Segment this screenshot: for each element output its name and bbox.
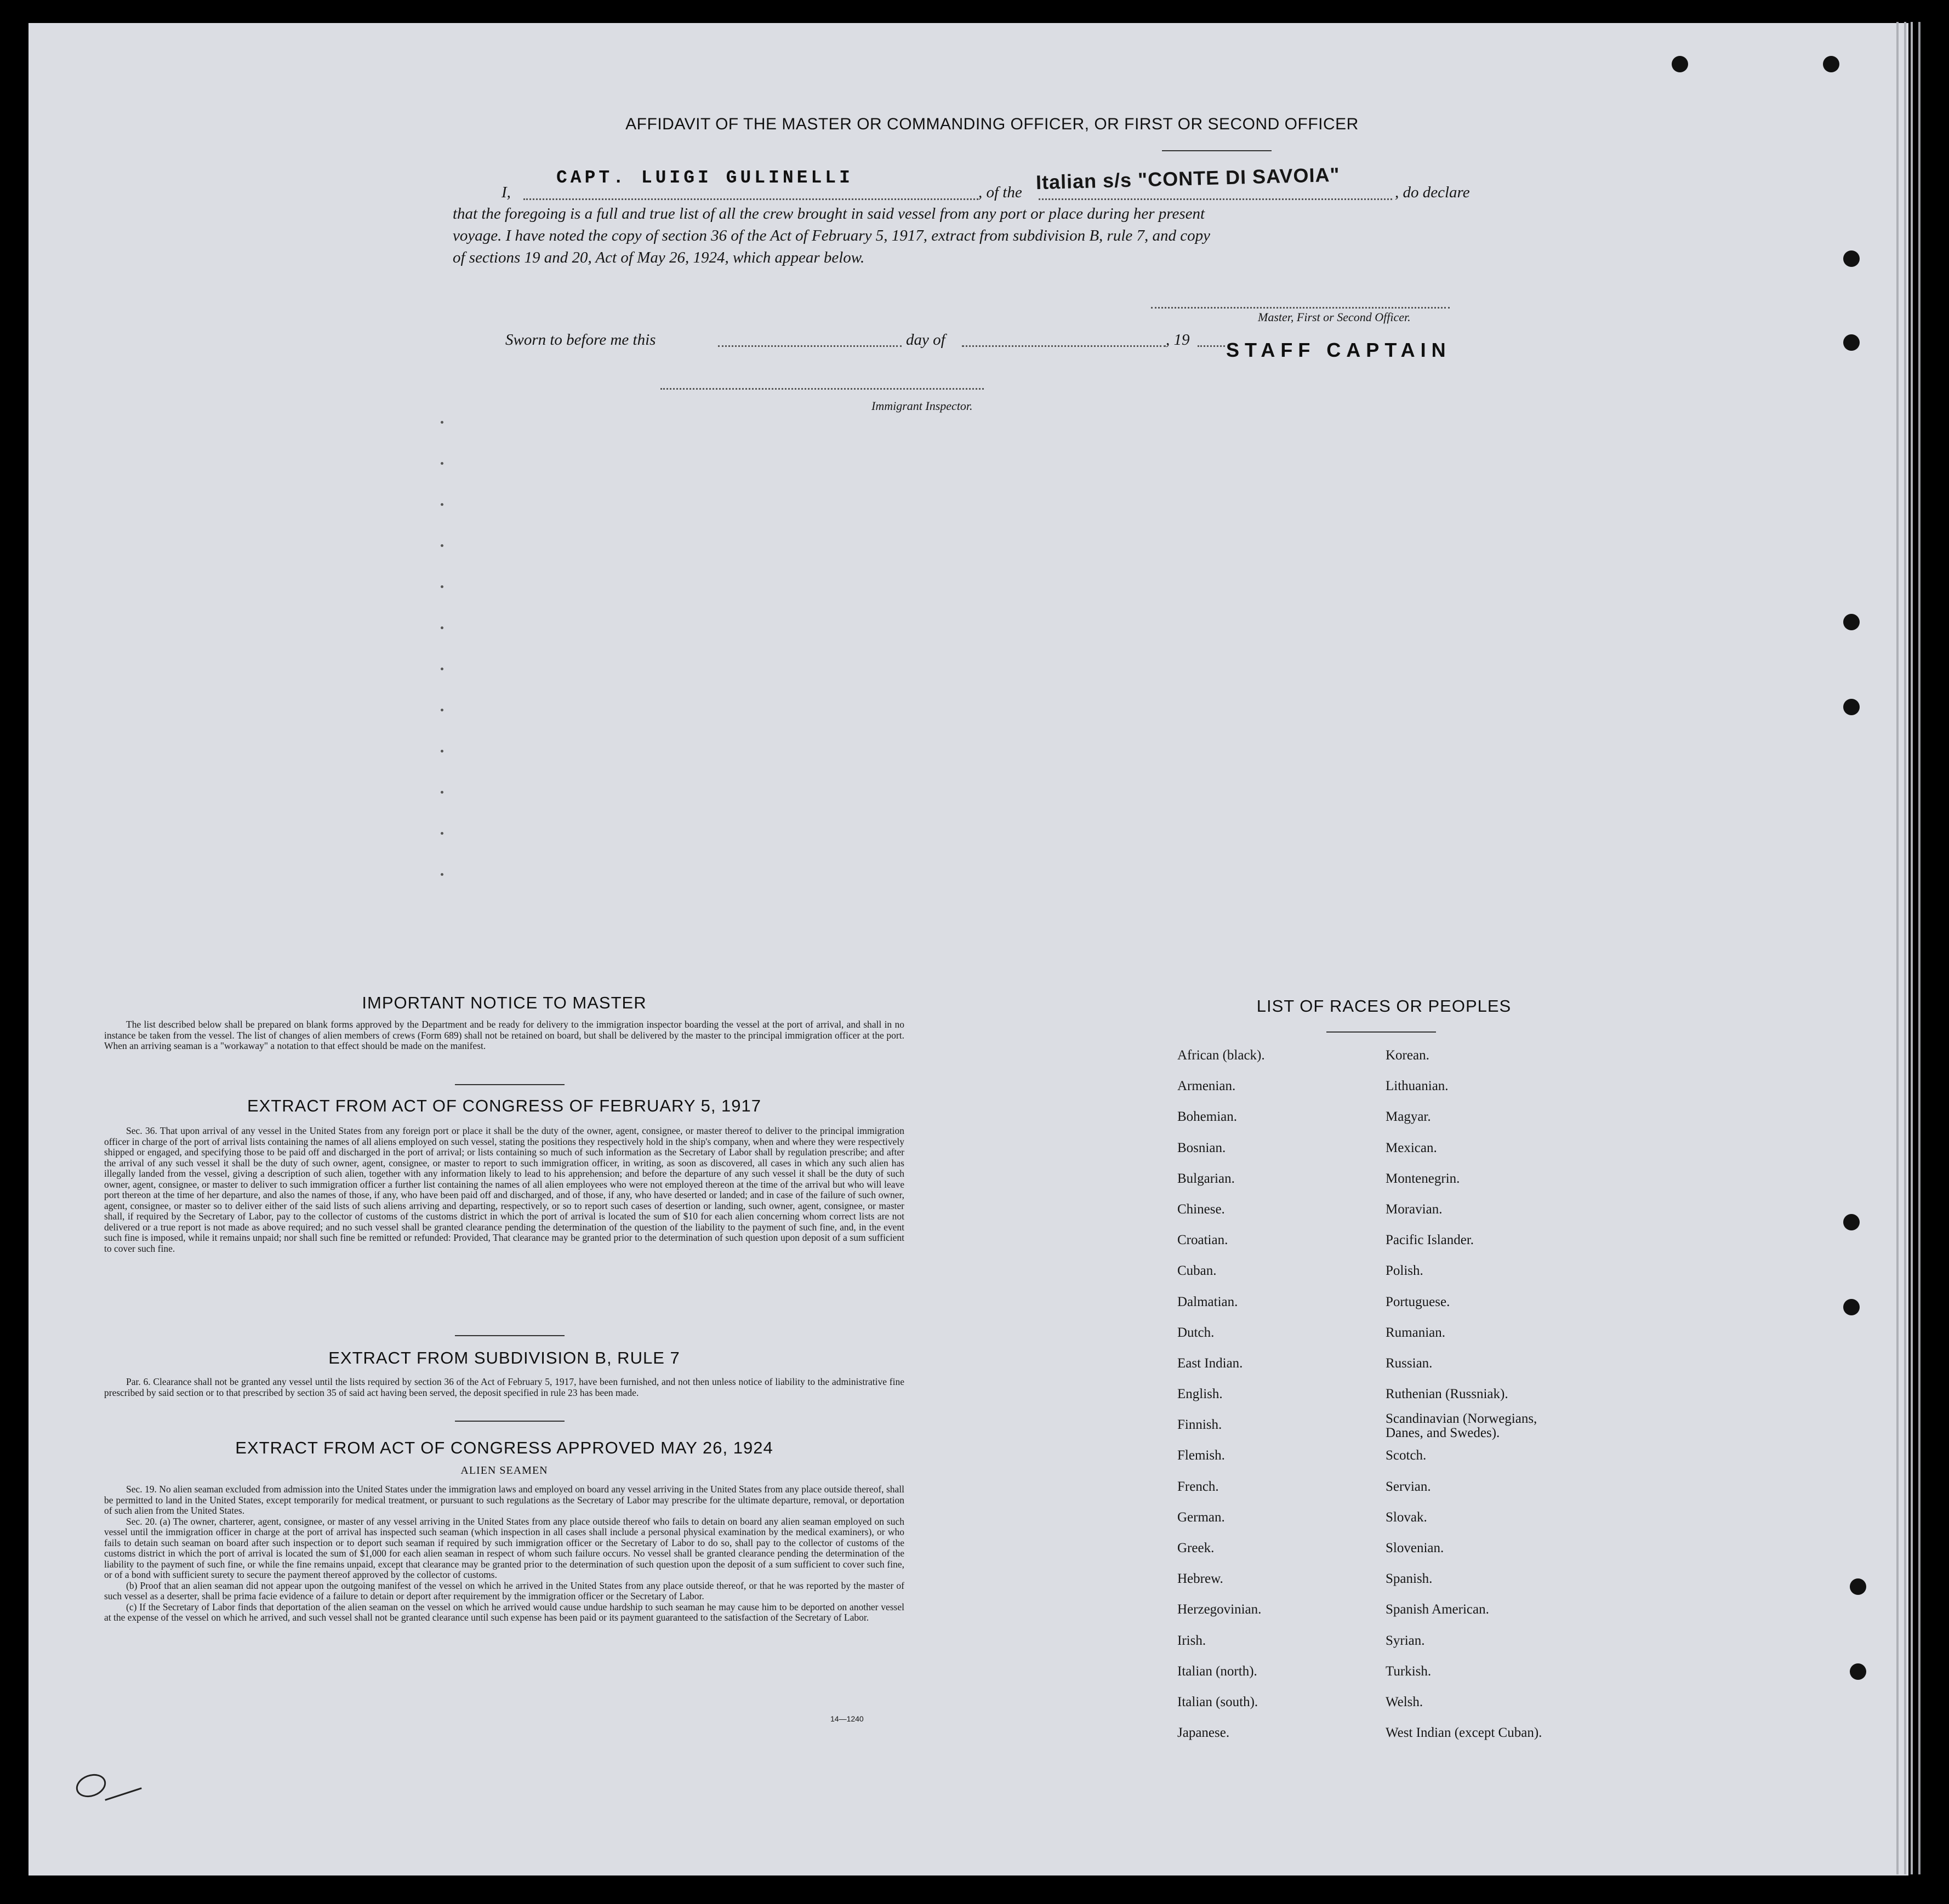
vessel-name: Italian s/s "CONTE DI SAVOIA" bbox=[1035, 163, 1341, 194]
affidavit-line: of sections 19 and 20, Act of May 26, 1924, which appear below. bbox=[453, 249, 865, 266]
sec19-paragraph: Sec. 19. No alien seaman excluded from admission into the United States under the immigration laws and employed on board any vessel arriving in the United States from any place outside thereof, shall be permitted to land in the United States, except temporarily for medical treatment, or pursuant to such regulations as the Secretary of Labor may prescribe for the ultimate departure, removal, or deportation of such alien from the United States. bbox=[104, 1484, 904, 1516]
race-item: Pacific Islander. bbox=[1386, 1233, 1474, 1248]
race-item: Italian (south). bbox=[1177, 1694, 1258, 1709]
page-edge bbox=[1918, 22, 1920, 1874]
race-item: German. bbox=[1177, 1509, 1225, 1525]
race-item: Polish. bbox=[1386, 1263, 1423, 1279]
affidavit-line: voyage. I have noted the copy of section 36 of the Act of February 5, 1917, extract from subdivision B, rule 7, and copy bbox=[453, 227, 1211, 244]
race-item: Moravian. bbox=[1386, 1201, 1443, 1217]
race-item: Dalmatian. bbox=[1177, 1294, 1238, 1309]
race-item: Servian. bbox=[1386, 1479, 1431, 1494]
race-item: French. bbox=[1177, 1479, 1219, 1494]
of-the-label: , of the bbox=[978, 184, 1022, 201]
punch-hole bbox=[1672, 56, 1688, 72]
sec36-paragraph: Sec. 36. That upon arrival of any vessel in the United States from any foreign port or place it shall be the duty of the owner, agent, consignee, or master thereof to deliver to the principal immigration officer in charge of the port of arrival lists containing the names of all aliens employed on such vessel, stating the positions they respectively hold in the ship's company, when and where they were respectively shipped or engaged, and specifying those to be paid off and discharged in the port of arrival; or lists containing so much of such information as the Secretary of Labor shall by regulation prescribe; and after the arrival of any such vessel it shall be the duty of such owner, agent, consignee, or master to report to such immigration officer, in writing, as soon as discovered, all cases in which any such alien has illegally landed from the vessel, giving a description of such alien, together with any information likely to lead to his apprehension; and before the departure of any such vessel it shall be the duty of such owner, agent, consignee, or master to deliver to such immigration officer a further list containing the names of all alien employees who were not employed thereon at the time of the arrival but who will leave port thereon at the time of her departure, and also the names of those, if any, who have been paid off and discharged, and of those, if any, who have deserted or landed; and in case of the failure of such owner, agent, consignee, or master so to deliver either of the said lists of such aliens arriving and departing, respectively, or so to report such cases of desertion or landing, such owner, agent, consignee, or master shall, if required by the Secretary of Labor, pay to the collector of customs of the customs district in which the port of arrival is located the sum of $10 for each alien concerning whom correct lists are not delivered or a true report is not made as above required; and no such vessel shall be granted clearance pending the determination of the question of the liability to the payment of such fine, and, in the event such fine is imposed, while it remains unpaid; nor shall such fine be remitted or refunded: Provided, That clearance may be granted prior to the determination of such question upon deposit of a sum sufficient to cover such fine. bbox=[104, 1125, 904, 1254]
punch-hole bbox=[1850, 1663, 1866, 1680]
sworn-month-line bbox=[962, 345, 1166, 347]
punch-hole bbox=[1843, 250, 1860, 267]
race-item: Russian. bbox=[1386, 1355, 1433, 1371]
divider bbox=[455, 1421, 565, 1422]
extract-1924-text bbox=[104, 1484, 904, 1623]
race-item: Slovenian. bbox=[1386, 1541, 1444, 1555]
race-item: Greek. bbox=[1177, 1541, 1215, 1555]
staff-captain-stamp: STAFF CAPTAIN bbox=[1226, 339, 1451, 361]
form-number: 14—1240 bbox=[830, 1714, 864, 1723]
extract-1917-text bbox=[104, 1126, 904, 1254]
vessel-line bbox=[1039, 198, 1392, 200]
race-item: Portuguese. bbox=[1386, 1294, 1450, 1309]
affidavit-line: that the foregoing is a full and true list of all the crew brought in said vessel from any port or place during her present bbox=[453, 205, 1205, 223]
race-item: Cuban. bbox=[1177, 1263, 1217, 1279]
signature-caption: Master, First or Second Officer. bbox=[1258, 310, 1411, 324]
bleed-dot bbox=[441, 585, 443, 588]
page-edge bbox=[1896, 22, 1899, 1874]
bleed-dot bbox=[441, 791, 443, 794]
extract-1924-heading: EXTRACT FROM ACT OF CONGRESS APPROVED MAY 26, 1924 bbox=[235, 1438, 773, 1457]
divider bbox=[455, 1084, 565, 1085]
punch-hole bbox=[1843, 1299, 1860, 1315]
bleed-dot bbox=[441, 709, 443, 711]
race-item: Herzegovinian. bbox=[1177, 1602, 1262, 1617]
bleed-dot bbox=[441, 544, 443, 547]
punch-hole bbox=[1843, 334, 1860, 351]
punch-hole bbox=[1843, 1214, 1860, 1230]
race-item: Finnish. bbox=[1177, 1417, 1222, 1433]
race-item: Irish. bbox=[1177, 1633, 1206, 1648]
bleed-dot bbox=[441, 626, 443, 629]
race-item: Turkish. bbox=[1386, 1663, 1432, 1679]
races-heading: LIST OF RACES OR PEOPLES bbox=[1256, 996, 1512, 1016]
day-of-label: day of bbox=[906, 331, 945, 349]
race-item: Lithuanian. bbox=[1386, 1079, 1449, 1094]
race-item: Spanish American. bbox=[1386, 1602, 1489, 1617]
races-list-right bbox=[1386, 1040, 1616, 1748]
race-item: Bulgarian. bbox=[1177, 1171, 1235, 1186]
race-item: Bosnian. bbox=[1177, 1140, 1226, 1155]
race-item: Armenian. bbox=[1177, 1079, 1236, 1094]
inspector-line bbox=[660, 388, 984, 390]
affidavit-body bbox=[453, 203, 1486, 269]
race-item: Bohemian. bbox=[1177, 1109, 1238, 1125]
race-item: Italian (north). bbox=[1177, 1663, 1257, 1679]
par6-paragraph: Par. 6. Clearance shall not be granted any vessel until the lists required by section 36 of the Act of February 5, 1917, have been furnished, and not then unless notice of liability to the administrative fine prescribed by said section or to that prescribed by section 35 of said act having been served, the deposit specified in rule 23 has been made. bbox=[104, 1376, 904, 1398]
race-item: Montenegrin. bbox=[1386, 1171, 1460, 1186]
bleed-dot bbox=[441, 873, 443, 876]
bleed-dot bbox=[441, 832, 443, 835]
race-item: Croatian. bbox=[1177, 1233, 1228, 1248]
punch-hole bbox=[1850, 1578, 1866, 1595]
race-item: Flemish. bbox=[1177, 1448, 1225, 1463]
race-item: Korean. bbox=[1386, 1048, 1429, 1063]
race-item: Spanish. bbox=[1386, 1571, 1433, 1587]
bleed-dot bbox=[441, 462, 443, 465]
do-declare-label: , do declare bbox=[1395, 184, 1470, 201]
divider bbox=[455, 1335, 565, 1336]
sworn-year-line bbox=[1198, 345, 1225, 347]
divider bbox=[1326, 1031, 1436, 1033]
inspector-caption: Immigrant Inspector. bbox=[871, 399, 973, 413]
divider bbox=[1162, 150, 1272, 151]
signature-line bbox=[1151, 307, 1450, 309]
race-item: Chinese. bbox=[1177, 1201, 1225, 1217]
race-item: Hebrew. bbox=[1177, 1571, 1223, 1587]
race-item: Welsh. bbox=[1386, 1694, 1423, 1709]
master-name: CAPT. LUIGI GULINELLI bbox=[556, 168, 853, 188]
race-item: Ruthenian (Russniak). bbox=[1386, 1387, 1508, 1402]
race-item: Syrian. bbox=[1386, 1633, 1425, 1648]
sworn-label: Sworn to before me this bbox=[505, 331, 656, 349]
race-item: West Indian (except Cuban). bbox=[1386, 1725, 1542, 1741]
subdivision-b-text bbox=[104, 1377, 904, 1398]
bleed-dot bbox=[441, 668, 443, 670]
punch-hole bbox=[1843, 614, 1860, 630]
sec20c-paragraph: (c) If the Secretary of Labor finds that deportation of the alien seaman on the vessel on which he arrived would cause undue hardship to such seaman he may cause him to be deported on another vessel at the expense of the vessel on which he arrived, and such vessel shall not be granted clearance until such expense has been paid or its payment guaranteed to the satisfaction of the Secretary of Labor. bbox=[104, 1601, 904, 1623]
name-line bbox=[523, 198, 978, 200]
punch-hole bbox=[1843, 699, 1860, 715]
races-list-left bbox=[1177, 1040, 1375, 1748]
year-label: , 19 bbox=[1166, 331, 1190, 349]
race-item: Dutch. bbox=[1177, 1325, 1215, 1340]
race-item: African (black). bbox=[1177, 1048, 1265, 1063]
notice-heading: IMPORTANT NOTICE TO MASTER bbox=[362, 993, 647, 1012]
bleed-dot bbox=[441, 750, 443, 753]
race-item: Japanese. bbox=[1177, 1725, 1230, 1741]
race-item: Scandinavian (Norwegians, Danes, and Swedes). bbox=[1386, 1411, 1537, 1441]
notice-paragraph: The list described below shall be prepared on blank forms approved by the Department and be ready for delivery to the immigration inspector boarding the vessel at the port of arrival, and shall in no instance be taken from the vessel. The list of changes of alien members of crews (Form 689) shall not be retained on board, but shall be delivered by the master to the principal immigration officer at the port. When an arriving seaman is a "workaway" a notation to that effect should be made on the manifest. bbox=[104, 1019, 904, 1051]
affidavit-heading: AFFIDAVIT OF THE MASTER OR COMMANDING OFFICER, OR FIRST OR SECOND OFFICER bbox=[625, 115, 1359, 133]
alien-seamen-subheading: ALIEN SEAMEN bbox=[460, 1464, 548, 1477]
race-item: Slovak. bbox=[1386, 1509, 1427, 1525]
sec20b-paragraph: (b) Proof that an alien seaman did not appear upon the outgoing manifest of the vessel on which he arrived in the United States from any place outside thereof, or that he was reported by the master of such vessel as a deserter, shall be prima facie evidence of a failure to detain or deport after requirement by the immigration officer or the Secretary of Labor. bbox=[104, 1580, 904, 1601]
bleed-dot bbox=[441, 421, 443, 424]
subdivision-b-heading: EXTRACT FROM SUBDIVISION B, RULE 7 bbox=[328, 1348, 680, 1367]
extract-1917-heading: EXTRACT FROM ACT OF CONGRESS OF FEBRUARY 5, 1917 bbox=[247, 1096, 762, 1115]
race-item: Mexican. bbox=[1386, 1140, 1437, 1155]
sworn-day-line bbox=[718, 345, 902, 347]
notice-text bbox=[104, 1019, 904, 1052]
i-label: I, bbox=[502, 184, 511, 201]
race-item: Scotch. bbox=[1386, 1448, 1427, 1463]
race-item: Rumanian. bbox=[1386, 1325, 1446, 1340]
punch-hole bbox=[1823, 56, 1839, 72]
sec20a-paragraph: Sec. 20. (a) The owner, charterer, agent, consignee, or master of any vessel arriving in the United States from any place outside thereof who fails to detain on board any alien seaman employed on such vessel until the immigration officer in charge at the port of arrival has inspected such seaman (which inspection in all cases shall include a personal physical examination by the medical examiners), or who fails to detain such seaman on board after such inspection or to deport such seaman if required by such immigration officer or the Secretary of Labor to do so, shall pay to the collector of customs of the customs district in which the port of arrival is located the sum of $1,000 for each alien seaman in respect of whom such failure occurs. No vessel shall be granted clearance pending the determination of the liability to the payment of such fine, or while the fine remains unpaid, except that clearance may be granted prior to the determination of such question upon the deposit of a sum sufficient to cover such fine, or of a bond with sufficient surety to secure the payment thereof approved by the collector of customs. bbox=[104, 1515, 904, 1580]
page-edge bbox=[1911, 22, 1913, 1874]
race-item: Magyar. bbox=[1386, 1109, 1431, 1125]
race-item: English. bbox=[1177, 1387, 1223, 1402]
race-item: East Indian. bbox=[1177, 1355, 1243, 1371]
bleed-dot bbox=[441, 503, 443, 506]
page-edge bbox=[1904, 22, 1906, 1874]
